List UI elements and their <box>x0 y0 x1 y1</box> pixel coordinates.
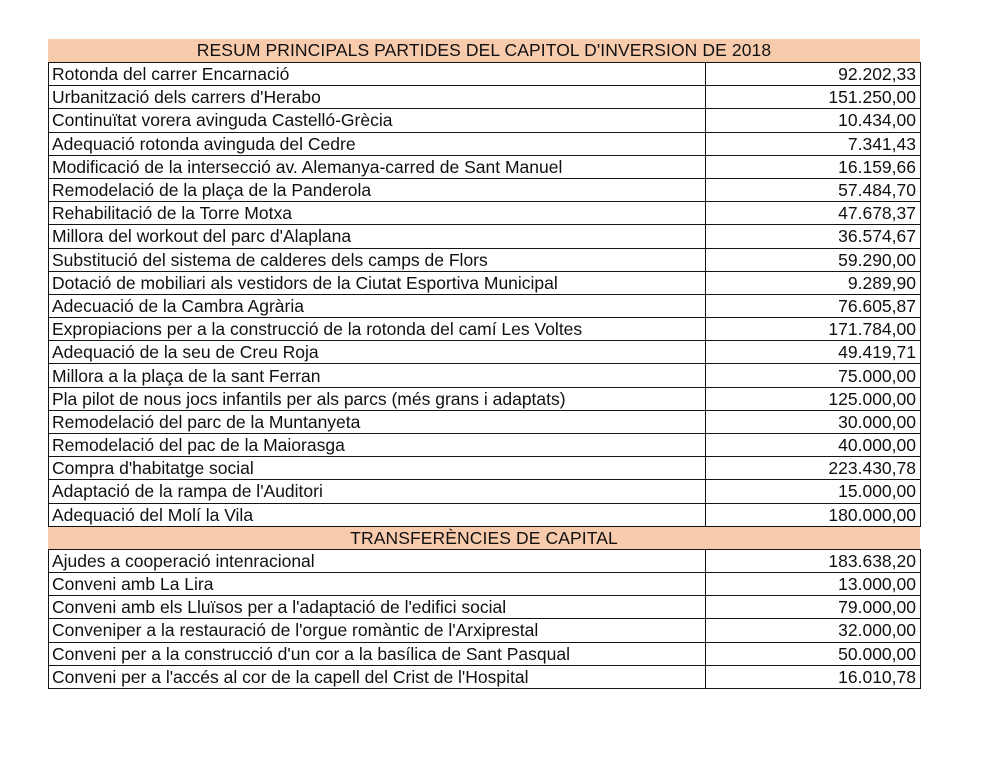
row-amount: 180.000,00 <box>706 503 921 526</box>
row-description: Pla pilot de nous jocs infantils per als parcs (més grans i adaptats) <box>49 387 706 410</box>
table-row <box>49 294 921 317</box>
table-row <box>49 225 921 248</box>
table-row <box>49 341 921 364</box>
table-row <box>49 619 921 642</box>
row-description: Rotonda del carrer Encarnació <box>49 63 706 86</box>
row-description: Adecuació de la Cambra Agrària <box>49 294 706 317</box>
row-amount: 223.430,78 <box>706 457 921 480</box>
row-amount: 50.000,00 <box>706 642 921 665</box>
row-amount: 7.341,43 <box>706 132 921 155</box>
row-amount: 171.784,00 <box>706 318 921 341</box>
row-description: Remodelació del pac de la Maiorasga <box>49 434 706 457</box>
table-row <box>49 549 921 572</box>
row-description: Adequació del Molí la Vila <box>49 503 706 526</box>
table-row <box>49 271 921 294</box>
row-description: Compra d'habitatge social <box>49 457 706 480</box>
row-amount: 151.250,00 <box>706 86 921 109</box>
table-row <box>49 434 921 457</box>
row-amount: 10.434,00 <box>706 109 921 132</box>
row-description: Continuïtat vorera avinguda Castelló-Grècia <box>49 109 706 132</box>
table-row <box>49 63 921 86</box>
row-description: Millora a la plaça de la sant Ferran <box>49 364 706 387</box>
row-amount: 183.638,20 <box>706 549 921 572</box>
row-description: Conveni amb els Lluïsos per a l'adaptació de l'edifici social <box>49 596 706 619</box>
table-row <box>49 457 921 480</box>
row-description: Conveni amb La Lira <box>49 572 706 595</box>
row-description: Rehabilitació de la Torre Motxa <box>49 202 706 225</box>
table-row <box>49 109 921 132</box>
row-amount: 76.605,87 <box>706 294 921 317</box>
row-amount: 32.000,00 <box>706 619 921 642</box>
table-row <box>49 410 921 433</box>
page-title: RESUM PRINCIPALS PARTIDES DEL CAPITOL D'INVERSION DE 2018 <box>48 39 920 62</box>
row-amount: 30.000,00 <box>706 410 921 433</box>
row-amount: 59.290,00 <box>706 248 921 271</box>
table-row <box>49 155 921 178</box>
row-amount: 92.202,33 <box>706 63 921 86</box>
row-amount: 16.010,78 <box>706 665 921 688</box>
table-row <box>49 202 921 225</box>
budget-sheet <box>48 39 920 689</box>
row-description: Expropiacions per a la construcció de la rotonda del camí Les Voltes <box>49 318 706 341</box>
row-description: Substitució del sistema de calderes dels camps de Flors <box>49 248 706 271</box>
table-row <box>49 86 921 109</box>
row-amount: 15.000,00 <box>706 480 921 503</box>
investments-table-body <box>49 63 921 527</box>
row-amount: 16.159,66 <box>706 155 921 178</box>
table-row <box>49 665 921 688</box>
row-amount: 36.574,67 <box>706 225 921 248</box>
row-description: Modificació de la intersecció av. Alemanya-carred de Sant Manuel <box>49 155 706 178</box>
table-row <box>49 572 921 595</box>
investments-table <box>48 62 921 527</box>
table-row <box>49 364 921 387</box>
row-amount: 49.419,71 <box>706 341 921 364</box>
row-description: Adaptació de la rampa de l'Auditori <box>49 480 706 503</box>
row-description: Urbanització dels carrers d'Herabo <box>49 86 706 109</box>
row-amount: 75.000,00 <box>706 364 921 387</box>
table-row <box>49 503 921 526</box>
row-amount: 9.289,90 <box>706 271 921 294</box>
row-amount: 40.000,00 <box>706 434 921 457</box>
table-row <box>49 596 921 619</box>
row-description: Ajudes a cooperació intenracional <box>49 549 706 572</box>
table-row <box>49 480 921 503</box>
table-row <box>49 248 921 271</box>
transfers-section-title: TRANSFERÈNCIES DE CAPITAL <box>48 527 920 549</box>
row-description: Remodelació de la plaça de la Panderola <box>49 178 706 201</box>
row-description: Conveni per a la construcció d'un cor a la basílica de Sant Pasqual <box>49 642 706 665</box>
row-amount: 79.000,00 <box>706 596 921 619</box>
row-description: Conveni per a l'accés al cor de la capell del Crist de l'Hospital <box>49 665 706 688</box>
table-row <box>49 132 921 155</box>
table-row <box>49 318 921 341</box>
row-description: Adequació rotonda avinguda del Cedre <box>49 132 706 155</box>
row-description: Millora del workout del parc d'Alaplana <box>49 225 706 248</box>
row-amount: 125.000,00 <box>706 387 921 410</box>
row-description: Dotació de mobiliari als vestidors de la Ciutat Esportiva Municipal <box>49 271 706 294</box>
row-amount: 13.000,00 <box>706 572 921 595</box>
table-row <box>49 387 921 410</box>
table-row <box>49 642 921 665</box>
row-description: Conveniper a la restauració de l'orgue romàntic de l'Arxiprestal <box>49 619 706 642</box>
row-amount: 47.678,37 <box>706 202 921 225</box>
row-description: Adequació de la seu de Creu Roja <box>49 341 706 364</box>
transfers-table <box>48 549 921 689</box>
transfers-table-body <box>49 549 921 688</box>
row-description: Remodelació del parc de la Muntanyeta <box>49 410 706 433</box>
row-amount: 57.484,70 <box>706 178 921 201</box>
table-row <box>49 178 921 201</box>
